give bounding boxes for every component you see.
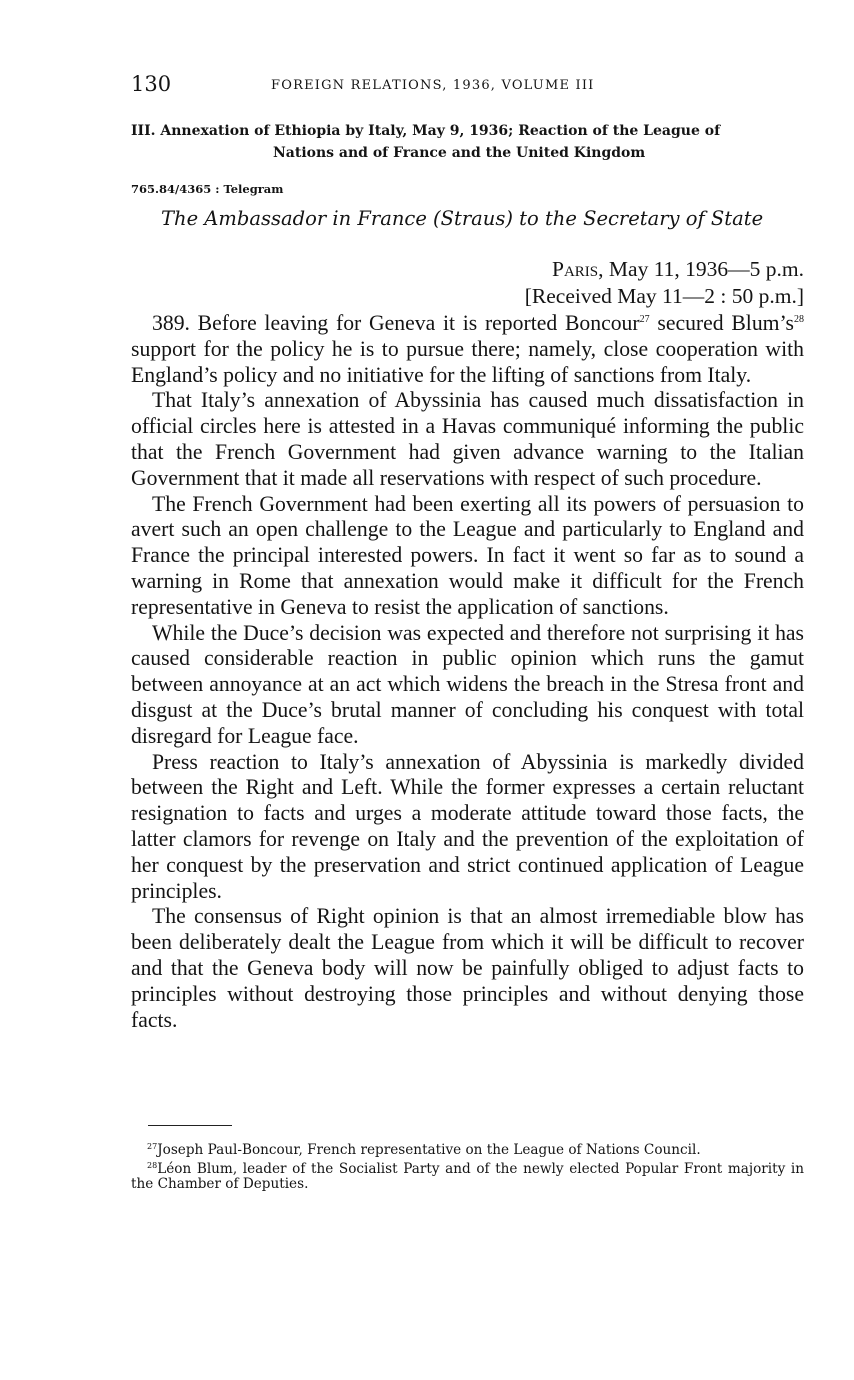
section-heading [131, 120, 804, 164]
footnote-marker: 27 [147, 1142, 158, 1151]
body-paragraph-6: The consensus of Right opinion is that an almost irremediable blow has been deliberately dealt the League from which it will be difficult to recover and that the Geneva body will now be painfully obliged to adjust facts to principles without destroying those principles and without denying those facts. [131, 904, 804, 1032]
footnote-ref-28: 28 [794, 314, 805, 325]
running-title: FOREIGN RELATIONS, 1936, VOLUME III [271, 78, 595, 93]
body-paragraph-1-part-a: 389. Before leaving for Geneva it is reported Boncour [152, 311, 640, 335]
body-paragraph-1-part-b: secured Blum’s [649, 311, 795, 335]
body-paragraph-5: Press reaction to Italy’s annexation of Abyssinia is markedly divided between the Right and Left. While the former expresses a certain reluctant resignation to facts and urges a moderate attitude toward those facts, the latter clamors for revenge on Italy and the prevention of the exploitation of her conquest by the preservation and strict continued application of League principles. [131, 749, 804, 903]
footnote [131, 1143, 804, 1159]
footnote-divider [148, 1125, 232, 1126]
file-reference: 765.84/4365 : Telegram [131, 182, 284, 196]
footnote-ref-27: 27 [639, 314, 650, 325]
footnote-text: Joseph Paul-Boncour, French representative on the League of Nations Council. [157, 1142, 701, 1158]
body-paragraph-1 [131, 311, 804, 388]
received-line: [Received May 11—2 : 50 p.m.] [524, 284, 804, 308]
footnote-marker: 28 [147, 1160, 158, 1170]
dateline-place: Paris [552, 257, 599, 281]
footnote-text: Léon Blum, leader of the Socialist Party and of the newly elected Popular Front majority in the Chamber of Deputies. [131, 1160, 804, 1193]
document-title: The Ambassador in France (Straus) to the Secretary of State [161, 207, 764, 230]
footnote [131, 1162, 804, 1193]
section-heading-line-2: Nations and of France and the United Kingdom [273, 145, 646, 161]
body-paragraph-2: That Italy’s annexation of Abyssinia has caused much dissatisfaction in official circles here is attested in a Havas communiqué informing the public that the French Government had given advance warning to the Italian Government that it made all reservations with respect of such procedure. [131, 388, 804, 490]
page-number: 130 [131, 72, 172, 96]
dateline [552, 256, 804, 283]
telegram-body [131, 311, 804, 1033]
body-paragraph-3: The French Government had been exerting all its powers of persuasion to avert such an open challenge to the League and particularly to England and France the principal interested powers. In fact it went so far as to sound a warning in Rome that annexation would make it difficult for the French representative in Geneva to resist the application of sanctions. [131, 491, 804, 619]
footnotes [131, 1143, 804, 1196]
section-heading-line-1: III. Annexation of Ethiopia by Italy, May 9, 1936; Reaction of the League of [131, 123, 721, 139]
body-paragraph-1-part-c: support for the policy he is to pursue there; namely, close cooperation with England’s policy and no initiative for the lifting of sanctions from Italy. [131, 336, 804, 387]
dateline-date: , May 11, 1936—5 p.m. [598, 257, 804, 281]
running-header [131, 72, 804, 102]
body-paragraph-4: While the Duce’s decision was expected and therefore not surprising it has caused considerable reaction in public opinion which runs the gamut between annoyance at an act which widens the breach in the Stresa front and disgust at the Duce’s brutal manner of concluding his conquest with total disregard for League face. [131, 620, 804, 748]
